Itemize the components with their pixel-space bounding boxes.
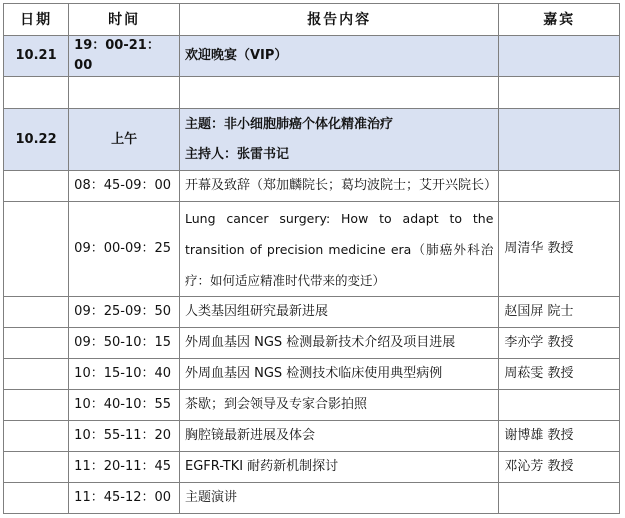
- session-host: 主持人：张雷书记: [184, 146, 289, 162]
- row-guest: 谢博雄 教授: [499, 421, 620, 452]
- table-row: [4, 421, 620, 452]
- row-guest: 周菘雯 教授: [499, 359, 620, 390]
- row-guest: 赵国屏 院士: [499, 297, 620, 328]
- row-time: 19：00-21：00: [69, 36, 180, 77]
- table-row: [4, 171, 620, 202]
- session-theme: 主题：非小细胞肺癌个体化精准治疗: [184, 116, 393, 132]
- row-date: [4, 297, 69, 328]
- row-content: 人类基因组研究最新进展: [179, 297, 498, 328]
- row-time: 09：50-10：15: [69, 328, 180, 359]
- table-row: [4, 452, 620, 483]
- row-guest: [499, 483, 620, 514]
- row-time: 10：15-10：40: [69, 359, 180, 390]
- row-guest: [499, 36, 620, 77]
- spacer-cell: [4, 77, 69, 109]
- row-content: 欢迎晚宴（VIP）: [179, 36, 498, 77]
- row-time: 08：45-09：00: [69, 171, 180, 202]
- row-content: 外周血基因 NGS 检测技术临床使用典型病例: [179, 359, 498, 390]
- spacer-cell: [499, 77, 620, 109]
- header-time: 时间: [69, 4, 180, 36]
- session-list: [4, 171, 620, 514]
- row-date: 10.21: [4, 36, 69, 77]
- row-time: 09：00-09：25: [69, 202, 180, 297]
- schedule-table: [3, 3, 620, 514]
- row-content: 开幕及致辞（郑加麟院长；葛均波院士；艾开兴院长）: [179, 171, 498, 202]
- table-row: [4, 390, 620, 421]
- table-row: [4, 36, 620, 77]
- row-date: [4, 452, 69, 483]
- row-date: [4, 171, 69, 202]
- row-time: 10：40-10：55: [69, 390, 180, 421]
- row-guest: [499, 171, 620, 202]
- spacer-cell: [69, 77, 180, 109]
- row-date: [4, 202, 69, 297]
- row-content: [179, 109, 498, 171]
- table-row: [4, 328, 620, 359]
- row-guest: 李亦学 教授: [499, 328, 620, 359]
- row-content: 茶歇；到会领导及专家合影拍照: [179, 390, 498, 421]
- row-time: 11：20-11：45: [69, 452, 180, 483]
- table-row: [4, 359, 620, 390]
- row-date: [4, 359, 69, 390]
- row-time: 11：45-12：00: [69, 483, 180, 514]
- table-row: [4, 483, 620, 514]
- header-content: 报告内容: [179, 4, 498, 36]
- row-time: 09：25-09：50: [69, 297, 180, 328]
- header-date: 日期: [4, 4, 69, 36]
- header-guest: 嘉宾: [499, 4, 620, 36]
- row-time: 上午: [69, 109, 180, 171]
- row-guest: 周清华 教授: [499, 202, 620, 297]
- row-guest: [499, 390, 620, 421]
- row-content: 胸腔镜最新进展及体会: [179, 421, 498, 452]
- table-row: [4, 109, 620, 171]
- row-date: [4, 390, 69, 421]
- row-content: EGFR-TKI 耐药新机制探讨: [179, 452, 498, 483]
- row-date: [4, 421, 69, 452]
- row-guest: 邓沁芳 教授: [499, 452, 620, 483]
- header-row: [4, 4, 620, 36]
- row-guest: [499, 109, 620, 171]
- row-content: 主题演讲: [179, 483, 498, 514]
- row-date: [4, 328, 69, 359]
- row-date: 10.22: [4, 109, 69, 171]
- row-content: 外周血基因 NGS 检测最新技术介绍及项目进展: [179, 328, 498, 359]
- table-row: [4, 297, 620, 328]
- row-content: Lung cancer surgery: How to adapt to the transition of precision medicine era（肺癌外科治疗：如何适应精准时代带来的变迁）: [179, 202, 498, 297]
- table-row: [4, 202, 620, 297]
- spacer-cell: [179, 77, 498, 109]
- row-time: 10：55-11：20: [69, 421, 180, 452]
- row-date: [4, 483, 69, 514]
- spacer-row: [4, 77, 620, 109]
